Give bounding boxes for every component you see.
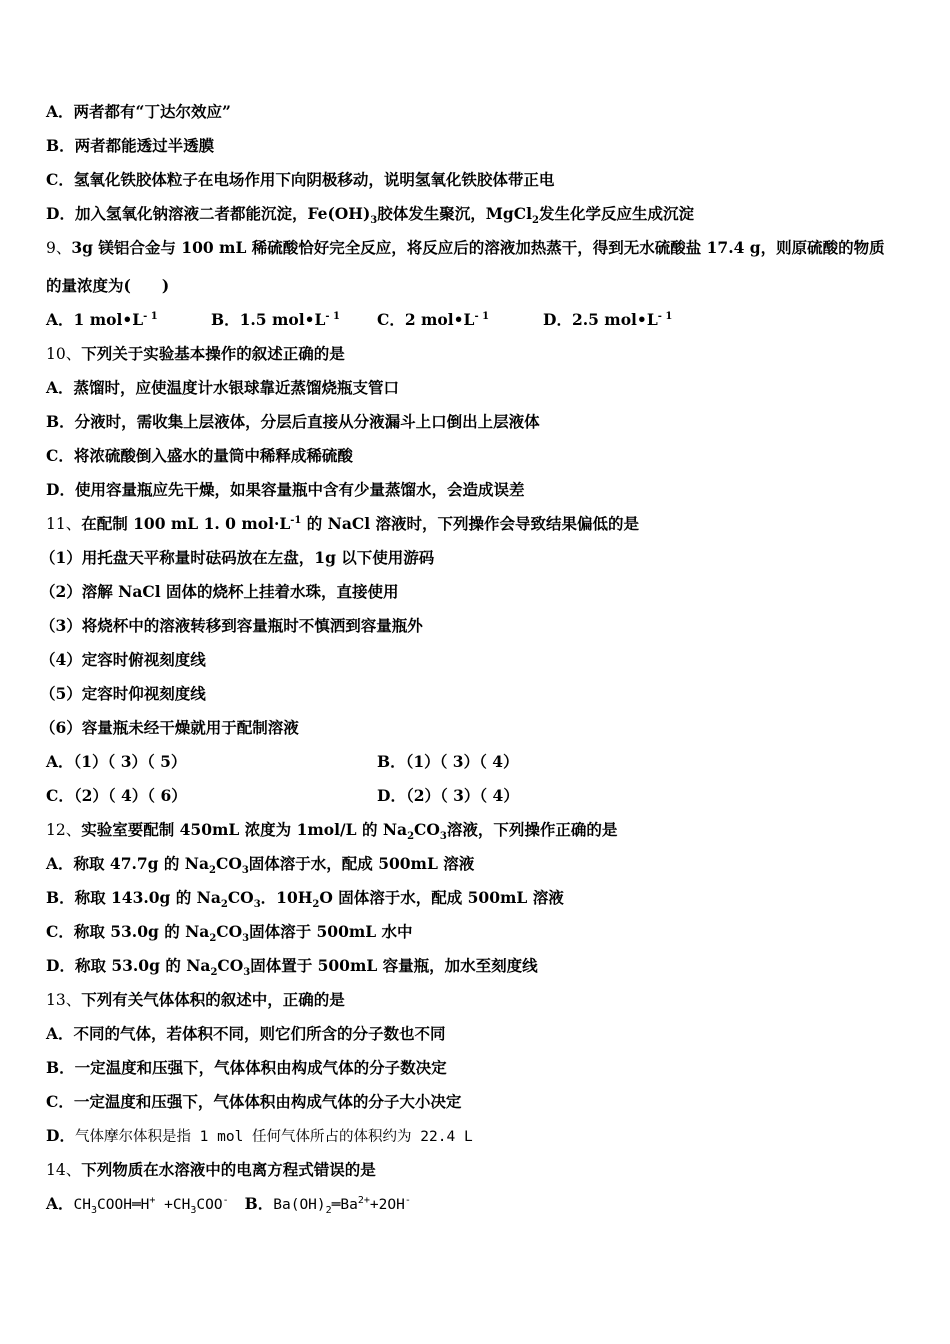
q10-option-a: A．蒸馏时，应使温度计水银球靠近蒸馏烧瓶支管口 bbox=[46, 378, 400, 397]
q9-stem bbox=[46, 238, 885, 258]
q11-item-6: （6）容量瓶未经干燥就用于配制溶液 bbox=[40, 718, 299, 737]
stem-text: 下列有关气体体积的叙述中，正确的是 bbox=[81, 990, 345, 1009]
q13-option-c: C．一定温度和压强下，气体体积由构成气体的分子大小决定 bbox=[46, 1092, 462, 1111]
subscript: 3 bbox=[253, 899, 261, 911]
q14-option-b bbox=[273, 1195, 411, 1216]
subscript: 2 bbox=[209, 865, 216, 877]
stem-text: 在配制 100 mL 1. 0 mol·L bbox=[81, 514, 291, 533]
text-part: COOH═H bbox=[97, 1197, 150, 1213]
option-text: C．2 mol•L bbox=[377, 310, 475, 329]
q9-option-a bbox=[46, 310, 158, 330]
q12-option-a bbox=[46, 854, 475, 877]
q11-item-3: （3）将烧杯中的溶液转移到容量瓶时不慎洒到容量瓶外 bbox=[40, 616, 423, 635]
q9-option-c bbox=[377, 310, 489, 330]
text-part: B．称取 143.0g 的 Na bbox=[46, 888, 221, 907]
superscript: - 1 bbox=[325, 310, 340, 322]
q10-option-b: B．分液时，需收集上层液体，分层后直接从分液漏斗上口倒出上层液体 bbox=[46, 412, 540, 431]
q14-stem bbox=[46, 1160, 376, 1180]
q11-item-1: （1）用托盘天平称量时砝码放在左盘，1g 以下使用游码 bbox=[40, 548, 435, 567]
question-number: 14、 bbox=[46, 1161, 82, 1179]
subscript: 3 bbox=[242, 933, 250, 945]
q8-option-b: B．两者都能透过半透膜 bbox=[46, 136, 215, 155]
subscript: 3 bbox=[370, 215, 378, 227]
text-part: O 固体溶于水，配成 500mL 溶液 bbox=[319, 888, 564, 907]
superscript: - 1 bbox=[143, 310, 158, 322]
option-label: A． bbox=[46, 1194, 74, 1213]
question-number: 10、 bbox=[46, 345, 82, 363]
q11-item-5: （5）定容时仰视刻度线 bbox=[40, 684, 206, 703]
text-part: +2OH bbox=[369, 1197, 405, 1213]
stem-text: 实验室要配制 450mL 浓度为 1mol/L 的 Na bbox=[81, 820, 408, 839]
stem-text: 下列物质在水溶液中的电离方程式错误的是 bbox=[81, 1160, 376, 1179]
subscript: 2 bbox=[407, 831, 415, 843]
q10-option-d: D．使用容量瓶应先干燥，如果容量瓶中含有少量蒸馏水，会造成误差 bbox=[46, 480, 525, 499]
q12-option-c bbox=[46, 922, 413, 945]
q10-option-c: C．将浓硫酸倒入盛水的量筒中稀释成稀硫酸 bbox=[46, 446, 353, 465]
q11-option-b: B．（1）（ 3）（ 4） bbox=[377, 752, 519, 771]
text-part: 固体溶于 500mL 水中 bbox=[249, 922, 413, 941]
q12-option-d bbox=[46, 956, 538, 979]
text-part: Ba(OH) bbox=[273, 1197, 326, 1213]
subscript: 3 bbox=[190, 1204, 197, 1216]
option-label: D． bbox=[46, 1126, 75, 1145]
text-part: +CH bbox=[155, 1197, 191, 1213]
q13-stem bbox=[46, 990, 345, 1010]
subscript: 2 bbox=[209, 933, 217, 945]
option-text: 气体摩尔体积是指 1 mol 任何气体所占的体积约为 22.4 L bbox=[74, 1129, 473, 1145]
q8-option-d bbox=[46, 204, 694, 227]
q11-stem bbox=[46, 514, 639, 534]
subscript: 2 bbox=[220, 899, 228, 911]
text-part: CO bbox=[227, 888, 254, 907]
q14-option-a bbox=[73, 1195, 229, 1216]
text-part: 胶体发生聚沉，MgCl bbox=[377, 204, 532, 223]
q12-option-b bbox=[46, 888, 564, 911]
text-part: 固体溶于水，配成 500mL 溶液 bbox=[248, 854, 475, 873]
stem-text: 溶液，下列操作正确的是 bbox=[446, 820, 618, 839]
q14-options bbox=[46, 1194, 411, 1215]
text-part: D．称取 53.0g 的 Na bbox=[46, 956, 211, 975]
text-part: A．称取 47.7g 的 Na bbox=[46, 854, 210, 873]
q11-option-d: D．（2）（ 3）（ 4） bbox=[377, 786, 519, 805]
q11-option-c: C．（2）（ 4）（ 6） bbox=[46, 786, 187, 805]
text-part: D．加入氢氧化钠溶液二者都能沉淀，Fe(OH) bbox=[46, 204, 371, 223]
subscript: 2 bbox=[312, 899, 320, 911]
q13-option-a: A．不同的气体，若体积不同，则它们所含的分子数也不同 bbox=[46, 1024, 446, 1043]
subscript: 2 bbox=[325, 1204, 332, 1216]
subscript: 3 bbox=[439, 831, 447, 843]
subscript: 2 bbox=[531, 215, 539, 227]
option-label: B． bbox=[244, 1194, 274, 1213]
text-part: 固体置于 500mL 容量瓶，加水至刻度线 bbox=[250, 956, 538, 975]
q11-option-a: A．（1）（ 3）（ 5） bbox=[46, 752, 187, 771]
q9-option-b bbox=[211, 310, 340, 330]
stem-text: 下列关于实验基本操作的叙述正确的是 bbox=[81, 344, 345, 363]
q12-stem bbox=[46, 820, 618, 843]
text-part: CO bbox=[215, 854, 242, 873]
text-part: 发生化学反应生成沉淀 bbox=[538, 204, 694, 223]
subscript: 3 bbox=[91, 1204, 98, 1216]
superscript: + bbox=[149, 1195, 156, 1207]
subscript: 3 bbox=[243, 967, 251, 979]
superscript: -1 bbox=[290, 514, 302, 526]
q8-option-a: A．两者都有“丁达尔效应” bbox=[46, 102, 231, 121]
superscript: - bbox=[404, 1195, 411, 1207]
stem-text: 的 NaCl 溶液时，下列操作会导致结果偏低的是 bbox=[301, 514, 640, 533]
q11-item-2: （2）溶解 NaCl 固体的烧杯上挂着水珠，直接使用 bbox=[40, 582, 399, 601]
text-part: CH bbox=[73, 1197, 91, 1213]
superscript: - 1 bbox=[474, 310, 490, 322]
q11-item-4: （4）定容时俯视刻度线 bbox=[40, 650, 206, 669]
stem-text: 3g 镁铝合金与 100 mL 稀硫酸恰好完全反应，将反应后的溶液加热蒸干，得到无水硫酸盐 17.4 g，则原硫酸的物质 bbox=[71, 238, 885, 257]
question-number: 11、 bbox=[46, 515, 82, 533]
q9-option-d bbox=[543, 310, 672, 330]
q8-option-c: C．氢氧化铁胶体粒子在电场作用下向阴极移动，说明氢氧化铁胶体带正电 bbox=[46, 170, 555, 189]
text-part: ═Ba bbox=[331, 1197, 358, 1213]
text-part: ．10H bbox=[260, 888, 313, 907]
subscript: 2 bbox=[210, 967, 218, 979]
superscript: - bbox=[222, 1195, 229, 1207]
superscript: - 1 bbox=[657, 310, 673, 322]
q13-option-d bbox=[46, 1126, 473, 1147]
option-text: B．1.5 mol•L bbox=[211, 310, 326, 329]
q13-option-b: B．一定温度和压强下，气体体积由构成气体的分子数决定 bbox=[46, 1058, 447, 1077]
option-text: A．1 mol•L bbox=[46, 310, 144, 329]
stem-text: CO bbox=[414, 820, 440, 839]
subscript: 3 bbox=[241, 865, 249, 877]
text-part: COO bbox=[196, 1197, 223, 1213]
q10-stem bbox=[46, 344, 345, 364]
text-part: C．称取 53.0g 的 Na bbox=[46, 922, 210, 941]
question-number: 9、 bbox=[46, 239, 72, 257]
question-number: 13、 bbox=[46, 991, 82, 1009]
text-part: CO bbox=[217, 956, 244, 975]
q9-stem-line2: 的量浓度为( ) bbox=[46, 276, 170, 295]
text-part: CO bbox=[216, 922, 243, 941]
superscript: 2+ bbox=[357, 1195, 370, 1207]
question-number: 12、 bbox=[46, 821, 82, 839]
option-text: D．2.5 mol•L bbox=[543, 310, 658, 329]
